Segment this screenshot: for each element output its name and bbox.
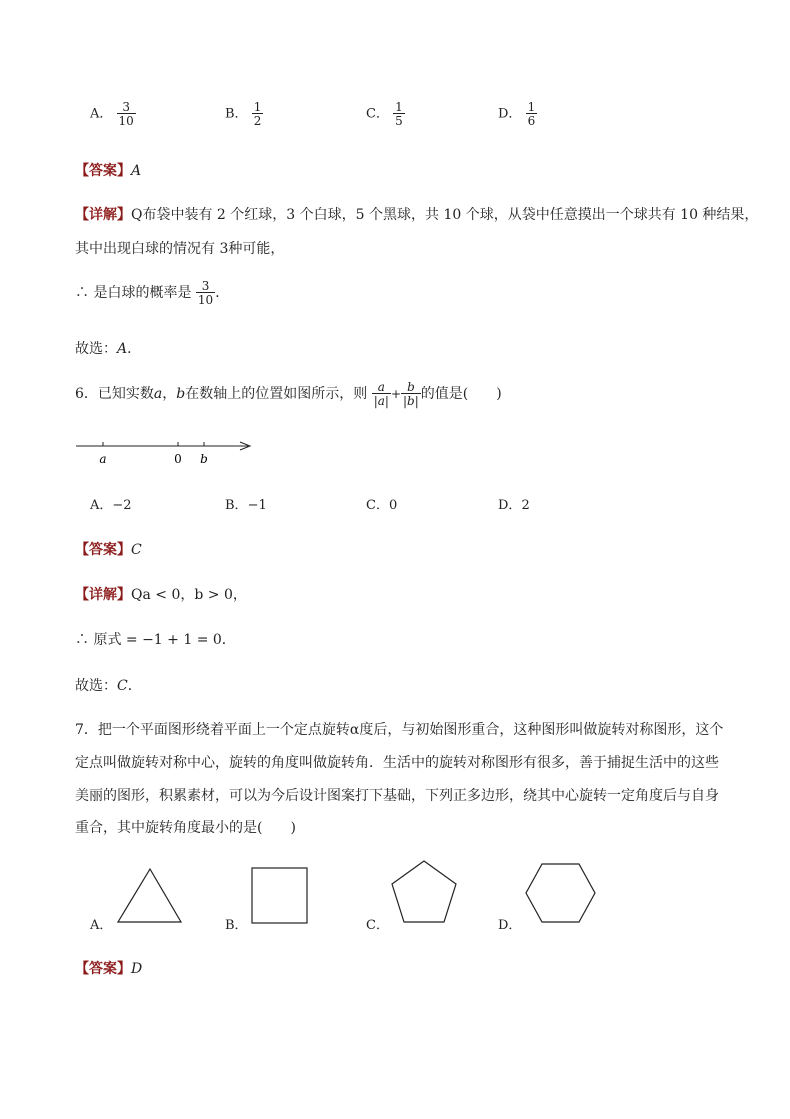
var-b: b — [176, 386, 186, 402]
numerator: 3 — [117, 101, 136, 114]
choose-value: A — [117, 341, 128, 357]
stem-text: 6．已知实数 — [75, 386, 154, 402]
option-value: 2 — [521, 498, 530, 513]
detail-text: Q布袋中装有 2 个红球，3 个白球，5 个黑球，共 10 个球，从袋中任意摸出一个球共有 10 种结果， — [131, 207, 759, 223]
q7-answer — [75, 958, 142, 978]
option-label: B． — [225, 106, 248, 122]
q5-choose — [75, 338, 141, 358]
q5-detail-line1 — [75, 204, 758, 224]
q6-detail — [75, 584, 247, 604]
option-label: C． — [366, 106, 389, 122]
answer-value: D — [131, 961, 143, 977]
answer-value: A — [131, 163, 142, 179]
q5-option-d — [498, 101, 537, 127]
option-value: −1 — [247, 498, 267, 513]
denominator: 5 — [395, 114, 403, 128]
q5-answer — [75, 160, 141, 180]
numerator: 1 — [253, 100, 262, 114]
period: ． — [127, 678, 142, 694]
q5-detail-line2: 其中出现白球的情况有 3种可能， — [75, 241, 285, 257]
q7-line4: 重合，其中旋转角度最小的是( ) — [75, 820, 296, 836]
fraction-a — [372, 381, 391, 407]
stem-text: 在数轴上的位置如图所示，则 — [185, 386, 368, 402]
axis-label-zero: 0 — [174, 452, 182, 466]
fraction — [393, 101, 405, 127]
q5-option-a — [90, 101, 136, 127]
denominator: |b| — [403, 394, 419, 408]
q5-option-b — [225, 101, 263, 127]
q5-option-c — [366, 101, 405, 127]
denominator: |a| — [373, 394, 389, 408]
option-label: A． — [90, 498, 113, 513]
choose-label: 故选： — [75, 341, 117, 357]
fraction-b — [401, 381, 421, 407]
choose-value: C — [117, 678, 128, 694]
option-label: B． — [225, 498, 248, 513]
q7-line3: 美丽的图形，积累素材，可以为今后设计图案打下基础，下列正多边形，绕其中心旋转一定角度后与自身 — [75, 788, 719, 804]
var-a: a — [153, 386, 163, 402]
plus-sign: + — [390, 387, 402, 401]
denominator: 6 — [527, 114, 536, 128]
fraction — [526, 101, 538, 127]
q6-option-d — [498, 494, 530, 513]
option-label: C． — [366, 498, 389, 513]
square-shape — [250, 866, 310, 926]
axis-label-a: a — [99, 452, 107, 466]
q6-choose — [75, 675, 142, 695]
detail-tag: 【详解】 — [75, 587, 131, 603]
triangle-shape — [115, 866, 185, 926]
denominator: 10 — [118, 114, 134, 128]
option-label: D． — [498, 106, 522, 122]
option-label: A． — [90, 106, 113, 122]
detail-text: Qa < 0，b > 0， — [131, 587, 247, 603]
denominator: 10 — [197, 293, 214, 307]
q6-option-a — [90, 494, 132, 513]
numerator: b — [401, 381, 421, 394]
q6-stem — [75, 381, 502, 407]
numerator: 3 — [196, 280, 215, 293]
fraction — [252, 101, 264, 127]
choose-label: 故选： — [75, 678, 117, 694]
option-value: 0 — [388, 498, 398, 513]
q6-therefore: ∴ 原式 = −1 + 1 = 0． — [75, 632, 236, 648]
axis-label-b: b — [200, 452, 208, 466]
detail-tag: 【详解】 — [75, 207, 131, 223]
stem-end: 的值是( ) — [420, 386, 502, 402]
option-label: D． — [498, 498, 522, 513]
denominator: 2 — [253, 114, 262, 128]
answer-tag: 【答案】 — [75, 163, 131, 179]
q7-line1: 7．把一个平面图形绕着平面上一个定点旋转α度后，与初始图形重合，这种图形叫做旋转对称图形，这个 — [75, 722, 724, 738]
q5-therefore — [75, 280, 229, 306]
q6-option-b — [225, 494, 267, 513]
q7-option-b-label: B． — [225, 918, 248, 933]
period: ． — [127, 341, 142, 357]
probability-fraction — [196, 280, 215, 306]
hexagon-shape — [523, 861, 598, 925]
answer-tag: 【答案】 — [75, 542, 131, 558]
therefore-text: ∴ 是白球的概率是 — [75, 285, 192, 301]
q6-answer — [75, 539, 142, 559]
answer-value: C — [131, 542, 142, 558]
number-line — [70, 435, 270, 470]
q7-option-a-label: A． — [90, 918, 113, 933]
numerator: 1 — [527, 100, 536, 114]
q7-option-d-label: D． — [498, 918, 522, 933]
comma: ， — [162, 386, 177, 402]
fraction — [117, 101, 136, 127]
pentagon-shape — [388, 858, 460, 926]
numerator: 1 — [395, 100, 403, 114]
period: ． — [215, 285, 230, 301]
option-value: −2 — [112, 498, 132, 513]
q7-line2: 定点叫做旋转对称中心，旋转的角度叫做旋转角．生活中的旋转对称图形有很多，善于捕捉生活中的这些 — [75, 755, 719, 771]
q7-option-c-label: C． — [366, 918, 389, 933]
answer-tag: 【答案】 — [75, 961, 131, 977]
q6-option-c — [366, 494, 397, 513]
numerator: a — [372, 381, 391, 394]
